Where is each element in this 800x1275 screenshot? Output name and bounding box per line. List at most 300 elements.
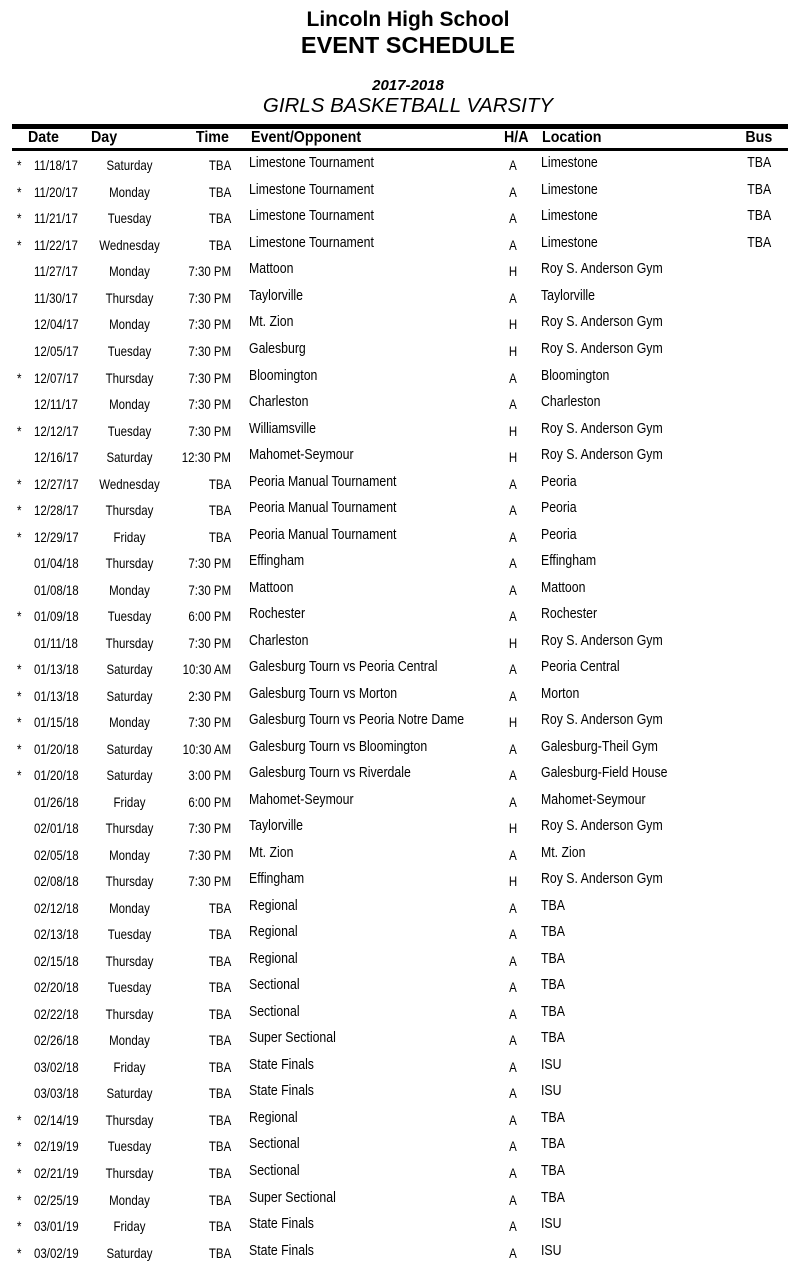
schedule-row <box>0 1106 800 1133</box>
location-cell: Taylorville <box>541 286 596 304</box>
location-cell: Mattoon <box>541 578 586 596</box>
time-cell: TBA <box>208 157 231 174</box>
schedule-row <box>0 444 800 471</box>
event-opponent-cell: Taylorville <box>249 817 304 835</box>
day-cell: Saturday <box>106 449 153 466</box>
location-cell: TBA <box>541 949 565 967</box>
schedule-row <box>0 391 800 418</box>
time-cell: 3:00 PM <box>188 767 231 784</box>
location-cell: ISU <box>541 1055 562 1073</box>
schedule-row <box>0 364 800 391</box>
time-cell: 7:30 PM <box>188 555 231 572</box>
event-opponent-cell: Sectional <box>249 1002 300 1020</box>
event-opponent-cell: Galesburg Tourn vs Riverdale <box>249 764 411 782</box>
day-cell: Thursday <box>105 1164 154 1181</box>
time-cell: 7:30 PM <box>188 422 231 439</box>
schedule-row <box>0 1080 800 1107</box>
column-header-bus: Bus <box>745 129 772 146</box>
home-away-cell: A <box>509 899 517 916</box>
location-cell: Galesburg-Field House <box>541 764 668 782</box>
time-cell: 7:30 PM <box>188 581 231 598</box>
home-away-cell: A <box>509 661 517 678</box>
date-cell: 12/04/17 <box>34 316 79 333</box>
home-away-cell: A <box>509 475 517 492</box>
schedule-row <box>0 1133 800 1160</box>
asterisk-marker: * <box>17 157 22 174</box>
event-opponent-cell: Sectional <box>249 1161 300 1179</box>
asterisk-marker: * <box>17 767 22 784</box>
asterisk-marker: * <box>17 661 22 678</box>
day-cell: Wednesday <box>99 236 160 253</box>
location-cell: TBA <box>541 1029 565 1047</box>
date-cell: 02/15/18 <box>34 952 79 969</box>
time-cell: 7:30 PM <box>188 369 231 386</box>
schedule-row <box>0 152 800 179</box>
time-cell: TBA <box>208 1164 231 1181</box>
location-cell: Roy S. Anderson Gym <box>541 446 663 464</box>
location-cell: Bloomington <box>541 366 610 384</box>
date-cell: 11/21/17 <box>34 210 78 227</box>
asterisk-marker: * <box>17 475 22 492</box>
event-opponent-cell: Charleston <box>249 393 309 411</box>
location-cell: Roy S. Anderson Gym <box>541 631 663 649</box>
location-cell: Limestone <box>541 154 598 172</box>
location-cell: Roy S. Anderson Gym <box>541 870 663 888</box>
day-cell: Saturday <box>106 157 153 174</box>
time-cell: TBA <box>208 236 231 253</box>
home-away-cell: A <box>509 1244 517 1261</box>
event-opponent-cell: Limestone Tournament <box>249 233 374 251</box>
location-cell: Roy S. Anderson Gym <box>541 260 663 278</box>
schedule-row <box>0 523 800 550</box>
date-cell: 03/02/19 <box>34 1244 79 1261</box>
date-cell: 01/09/18 <box>34 608 79 625</box>
schedule-row <box>0 735 800 762</box>
location-cell: Effingham <box>541 552 597 570</box>
home-away-cell: A <box>509 369 517 386</box>
event-opponent-cell: Mt. Zion <box>249 313 294 331</box>
event-opponent-cell: Effingham <box>249 870 305 888</box>
date-cell: 01/11/18 <box>34 634 78 651</box>
event-opponent-cell: Effingham <box>249 552 305 570</box>
schedule-row <box>0 603 800 630</box>
day-cell: Thursday <box>105 1005 154 1022</box>
day-cell: Monday <box>109 263 150 280</box>
home-away-cell: A <box>509 979 517 996</box>
bus-cell: TBA <box>747 154 771 172</box>
event-opponent-cell: Galesburg Tourn vs Morton <box>249 684 398 702</box>
home-away-cell: H <box>508 263 518 280</box>
day-cell: Tuesday <box>107 979 152 996</box>
time-cell: TBA <box>208 475 231 492</box>
home-away-cell: A <box>509 1164 517 1181</box>
home-away-cell: A <box>509 1085 517 1102</box>
day-cell: Saturday <box>106 1244 153 1261</box>
time-cell: TBA <box>208 979 231 996</box>
home-away-cell: H <box>508 316 518 333</box>
event-opponent-cell: Super Sectional <box>249 1029 336 1047</box>
home-away-cell: A <box>509 793 517 810</box>
event-opponent-cell: Limestone Tournament <box>249 207 374 225</box>
event-opponent-cell: Mattoon <box>249 260 294 278</box>
schedule-row <box>0 576 800 603</box>
time-cell: TBA <box>208 528 231 545</box>
schedule-row <box>0 1000 800 1027</box>
home-away-cell: A <box>509 1218 517 1235</box>
date-cell: 03/02/18 <box>34 1058 79 1075</box>
time-cell: 7:30 PM <box>188 714 231 731</box>
date-cell: 02/26/18 <box>34 1032 79 1049</box>
day-cell: Monday <box>109 183 150 200</box>
event-opponent-cell: Super Sectional <box>249 1188 336 1206</box>
home-away-cell: A <box>509 926 517 943</box>
date-cell: 12/07/17 <box>34 369 79 386</box>
asterisk-marker: * <box>17 210 22 227</box>
date-cell: 12/05/17 <box>34 343 79 359</box>
table-header-row <box>0 130 800 148</box>
event-opponent-cell: State Finals <box>249 1215 314 1233</box>
home-away-cell: A <box>509 157 517 174</box>
schedule-row <box>0 311 800 338</box>
location-cell: TBA <box>541 1161 565 1179</box>
home-away-cell: H <box>508 343 518 359</box>
time-cell: TBA <box>208 1058 231 1075</box>
home-away-cell: A <box>509 528 517 545</box>
schedule-row <box>0 788 800 815</box>
date-cell: 02/13/18 <box>34 926 79 943</box>
day-cell: Saturday <box>106 740 153 757</box>
column-header-time: Time <box>195 129 229 146</box>
date-cell: 01/20/18 <box>34 767 79 784</box>
schedule-row <box>0 921 800 948</box>
home-away-cell: H <box>508 422 518 439</box>
day-cell: Monday <box>109 396 150 413</box>
time-cell: TBA <box>208 1005 231 1022</box>
schedule-row <box>0 762 800 789</box>
home-away-cell: A <box>509 555 517 572</box>
date-cell: 02/25/19 <box>34 1191 79 1208</box>
date-cell: 02/14/19 <box>34 1111 79 1128</box>
column-header-home-away: H/A <box>504 129 529 146</box>
event-opponent-cell: State Finals <box>249 1055 314 1073</box>
day-cell: Wednesday <box>99 475 160 492</box>
school-name: Lincoln High School <box>306 8 510 31</box>
team-name: GIRLS BASKETBALL VARSITY <box>262 94 554 117</box>
date-cell: 02/05/18 <box>34 846 79 863</box>
date-cell: 03/03/18 <box>34 1085 79 1102</box>
time-cell: TBA <box>208 899 231 916</box>
asterisk-marker: * <box>17 1244 22 1261</box>
date-cell: 02/08/18 <box>34 873 79 890</box>
date-cell: 02/22/18 <box>34 1005 79 1022</box>
location-cell: Limestone <box>541 233 598 251</box>
day-cell: Saturday <box>106 1085 153 1102</box>
location-cell: Limestone <box>541 180 598 198</box>
date-cell: 11/30/17 <box>34 289 78 306</box>
location-cell: Peoria <box>541 525 577 543</box>
location-cell: Rochester <box>541 605 598 623</box>
day-cell: Friday <box>113 793 146 810</box>
event-opponent-cell: Peoria Manual Tournament <box>249 525 397 543</box>
asterisk-marker: * <box>17 714 22 731</box>
date-cell: 01/13/18 <box>34 661 79 678</box>
event-opponent-cell: Galesburg Tourn vs Peoria Central <box>249 658 438 676</box>
time-cell: TBA <box>208 1138 231 1155</box>
schedule-row <box>0 497 800 524</box>
date-cell: 12/11/17 <box>34 396 78 413</box>
date-cell: 12/12/17 <box>34 422 79 439</box>
time-cell: 6:00 PM <box>188 608 231 625</box>
time-cell: TBA <box>208 502 231 519</box>
event-opponent-cell: State Finals <box>249 1241 314 1259</box>
location-cell: Mt. Zion <box>541 843 586 861</box>
date-cell: 11/20/17 <box>34 183 78 200</box>
location-cell: Galesburg-Theil Gym <box>541 737 658 755</box>
asterisk-marker: * <box>17 1164 22 1181</box>
table-top-rule <box>12 124 788 129</box>
day-cell: Monday <box>109 581 150 598</box>
home-away-cell: A <box>509 740 517 757</box>
event-opponent-cell: Regional <box>249 1108 298 1126</box>
asterisk-marker: * <box>17 502 22 519</box>
day-cell: Tuesday <box>107 422 152 439</box>
time-cell: 7:30 PM <box>188 289 231 306</box>
asterisk-marker: * <box>17 687 22 704</box>
home-away-cell: A <box>509 502 517 519</box>
asterisk-marker: * <box>17 422 22 439</box>
location-cell: TBA <box>541 1135 565 1153</box>
time-cell: TBA <box>208 926 231 943</box>
event-opponent-cell: Mattoon <box>249 578 294 596</box>
date-cell: 02/01/18 <box>34 820 79 837</box>
location-cell: ISU <box>541 1241 562 1259</box>
schedule-row <box>0 258 800 285</box>
event-opponent-cell: Peoria Manual Tournament <box>249 472 397 490</box>
asterisk-marker: * <box>17 183 22 200</box>
schedule-row <box>0 1186 800 1213</box>
time-cell: TBA <box>208 1032 231 1049</box>
date-cell: 01/13/18 <box>34 687 79 704</box>
schedule-row <box>0 1053 800 1080</box>
date-cell: 02/12/18 <box>34 899 79 916</box>
schedule-row <box>0 682 800 709</box>
schedule-row <box>0 205 800 232</box>
location-cell: TBA <box>541 1002 565 1020</box>
event-opponent-cell: Peoria Manual Tournament <box>249 499 397 517</box>
asterisk-marker: * <box>17 1218 22 1235</box>
schedule-row <box>0 1159 800 1186</box>
time-cell: TBA <box>208 210 231 227</box>
date-cell: 11/22/17 <box>34 236 78 253</box>
time-cell: 7:30 PM <box>188 396 231 413</box>
location-cell: Morton <box>541 684 580 702</box>
date-cell: 01/08/18 <box>34 581 79 598</box>
event-opponent-cell: Galesburg Tourn vs Peoria Notre Dame <box>249 711 465 729</box>
column-header-location: Location <box>542 129 602 146</box>
location-cell: TBA <box>541 976 565 994</box>
location-cell: Roy S. Anderson Gym <box>541 711 663 729</box>
location-cell: Roy S. Anderson Gym <box>541 313 663 331</box>
home-away-cell: A <box>509 236 517 253</box>
schedule-row <box>0 1213 800 1240</box>
schedule-rows <box>0 152 800 1266</box>
asterisk-marker: * <box>17 369 22 386</box>
location-cell: ISU <box>541 1082 562 1100</box>
day-cell: Saturday <box>106 661 153 678</box>
location-cell: TBA <box>541 1188 565 1206</box>
time-cell: 6:00 PM <box>188 793 231 810</box>
asterisk-marker: * <box>17 236 22 253</box>
event-opponent-cell: State Finals <box>249 1082 314 1100</box>
home-away-cell: A <box>509 396 517 413</box>
time-cell: 7:30 PM <box>188 634 231 651</box>
time-cell: TBA <box>208 183 231 200</box>
day-cell: Thursday <box>105 1111 154 1128</box>
home-away-cell: H <box>508 634 518 651</box>
day-cell: Saturday <box>106 687 153 704</box>
asterisk-marker: * <box>17 1191 22 1208</box>
day-cell: Friday <box>113 1218 146 1235</box>
event-opponent-cell: Mahomet-Seymour <box>249 446 354 464</box>
time-cell: 7:30 PM <box>188 820 231 837</box>
schedule-row <box>0 709 800 736</box>
schedule-row <box>0 1239 800 1266</box>
event-opponent-cell: Mt. Zion <box>249 843 294 861</box>
location-cell: Charleston <box>541 393 601 411</box>
day-cell: Monday <box>109 846 150 863</box>
day-cell: Saturday <box>106 767 153 784</box>
home-away-cell: A <box>509 1032 517 1049</box>
time-cell: TBA <box>208 1085 231 1102</box>
date-cell: 12/16/17 <box>34 449 79 466</box>
day-cell: Thursday <box>105 369 154 386</box>
home-away-cell: A <box>509 1138 517 1155</box>
event-opponent-cell: Taylorville <box>249 286 304 304</box>
day-cell: Thursday <box>105 502 154 519</box>
schedule-row <box>0 841 800 868</box>
location-cell: Peoria <box>541 472 577 490</box>
event-opponent-cell: Rochester <box>249 605 306 623</box>
schedule-row <box>0 231 800 258</box>
event-opponent-cell: Charleston <box>249 631 309 649</box>
asterisk-marker: * <box>17 528 22 545</box>
time-cell: 7:30 PM <box>188 316 231 333</box>
time-cell: 10:30 AM <box>182 661 231 678</box>
date-cell: 02/21/19 <box>34 1164 79 1181</box>
event-opponent-cell: Regional <box>249 923 298 941</box>
location-cell: Roy S. Anderson Gym <box>541 419 663 437</box>
day-cell: Thursday <box>105 873 154 890</box>
home-away-cell: H <box>508 449 518 466</box>
date-cell: 01/15/18 <box>34 714 79 731</box>
location-cell: Peoria <box>541 499 577 517</box>
home-away-cell: A <box>509 581 517 598</box>
location-cell: Mahomet-Seymour <box>541 790 646 808</box>
schedule-row <box>0 284 800 311</box>
schedule-row <box>0 629 800 656</box>
event-opponent-cell: Sectional <box>249 1135 300 1153</box>
bus-cell: TBA <box>747 233 771 251</box>
event-opponent-cell: Bloomington <box>249 366 318 384</box>
schedule-row <box>0 178 800 205</box>
date-cell: 11/18/17 <box>34 157 78 174</box>
event-opponent-cell: Regional <box>249 949 298 967</box>
time-cell: TBA <box>208 1218 231 1235</box>
date-cell: 12/29/17 <box>34 528 79 545</box>
date-cell: 12/28/17 <box>34 502 79 519</box>
bus-cell: TBA <box>747 207 771 225</box>
day-cell: Thursday <box>105 555 154 572</box>
schedule-row <box>0 550 800 577</box>
event-opponent-cell: Galesburg <box>249 340 306 357</box>
day-cell: Tuesday <box>107 210 152 227</box>
season-years: 2017-2018 <box>372 77 444 94</box>
schedule-row <box>0 815 800 842</box>
home-away-cell: A <box>509 846 517 863</box>
home-away-cell: A <box>509 767 517 784</box>
schedule-row <box>0 417 800 444</box>
day-cell: Monday <box>109 1032 150 1049</box>
home-away-cell: A <box>509 289 517 306</box>
home-away-cell: A <box>509 608 517 625</box>
day-cell: Thursday <box>105 952 154 969</box>
bus-cell: TBA <box>747 180 771 198</box>
column-header-event: Event/Opponent <box>251 129 362 146</box>
day-cell: Tuesday <box>107 926 152 943</box>
day-cell: Friday <box>113 1058 146 1075</box>
day-cell: Tuesday <box>107 343 152 359</box>
time-cell: 7:30 PM <box>188 846 231 863</box>
location-cell: TBA <box>541 1108 565 1126</box>
schedule-row <box>0 947 800 974</box>
schedule-row <box>0 868 800 895</box>
asterisk-marker: * <box>17 1111 22 1128</box>
time-cell: 10:30 AM <box>182 740 231 757</box>
time-cell: 7:30 PM <box>188 873 231 890</box>
time-cell: TBA <box>208 1244 231 1261</box>
event-opponent-cell: Williamsville <box>249 419 316 437</box>
time-cell: 7:30 PM <box>188 263 231 280</box>
time-cell: 7:30 PM <box>188 343 231 359</box>
home-away-cell: A <box>509 1111 517 1128</box>
header-bottom-rule <box>12 148 788 150</box>
home-away-cell: A <box>509 183 517 200</box>
time-cell: 2:30 PM <box>188 687 231 704</box>
asterisk-marker: * <box>17 608 22 625</box>
asterisk-marker: * <box>17 740 22 757</box>
day-cell: Friday <box>113 528 146 545</box>
day-cell: Thursday <box>105 820 154 837</box>
home-away-cell: A <box>509 1191 517 1208</box>
date-cell: 01/26/18 <box>34 793 79 810</box>
column-header-day: Day <box>91 129 118 146</box>
day-cell: Monday <box>109 714 150 731</box>
location-cell: TBA <box>541 896 565 914</box>
schedule-row <box>0 338 800 365</box>
day-cell: Monday <box>109 899 150 916</box>
schedule-row <box>0 656 800 683</box>
location-cell: Roy S. Anderson Gym <box>541 340 663 357</box>
schedule-row <box>0 894 800 921</box>
time-cell: TBA <box>208 1111 231 1128</box>
asterisk-marker: * <box>17 1138 22 1155</box>
location-cell: Roy S. Anderson Gym <box>541 817 663 835</box>
location-cell: TBA <box>541 923 565 941</box>
home-away-cell: H <box>508 714 518 731</box>
date-cell: 01/04/18 <box>34 555 79 572</box>
date-cell: 11/27/17 <box>34 263 78 280</box>
location-cell: ISU <box>541 1215 562 1233</box>
